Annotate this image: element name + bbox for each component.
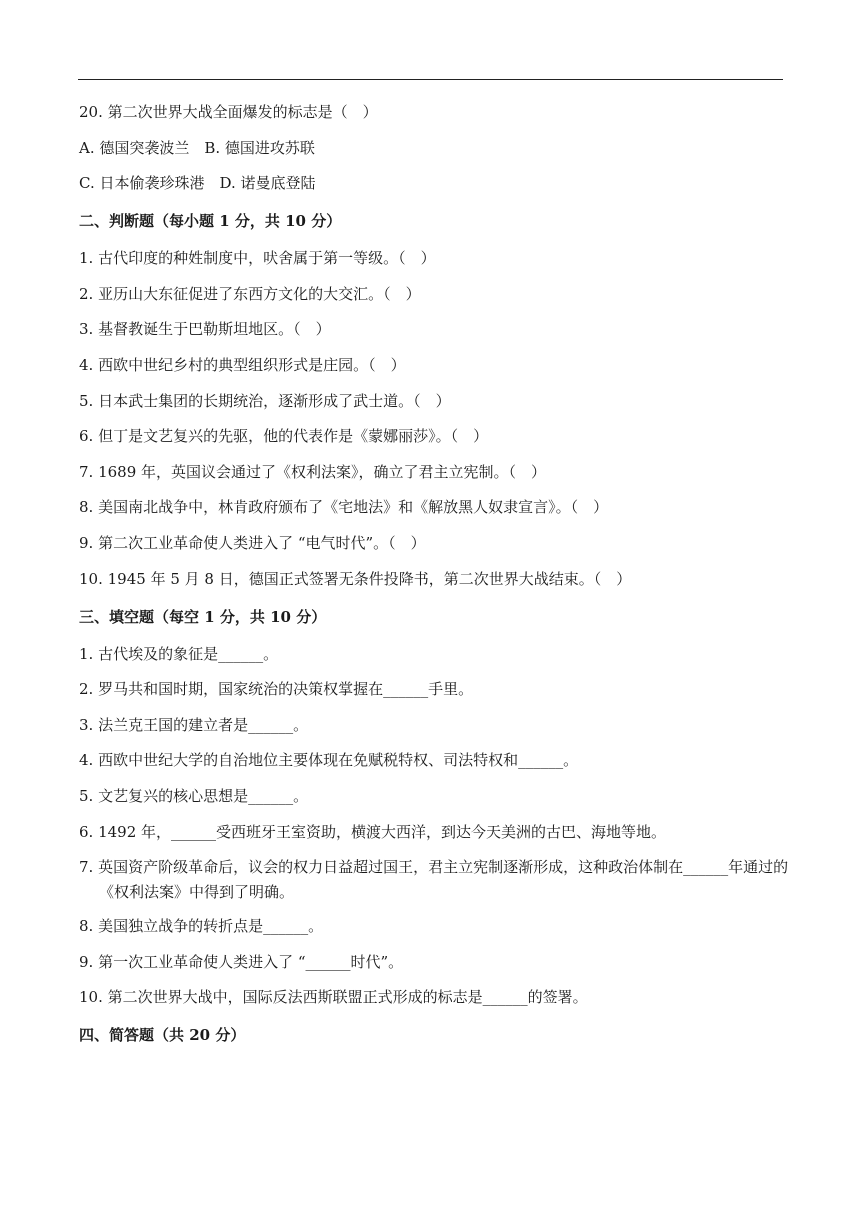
fill-item-3: 3. 法兰克王国的建立者是______。 bbox=[79, 715, 309, 734]
fill-item-2: 2. 罗马共和国时期，国家统治的决策权掌握在______手里。 bbox=[79, 680, 474, 699]
section-title-true-false: 二、判断题（每小题 1 分，共 10 分） bbox=[79, 212, 342, 231]
fill-item-6: 6. 1492 年，______受西班牙王室资助，横渡大西洋，到达今天美洲的古巴、海地等地。 bbox=[79, 822, 667, 841]
question-20-stem: 20. 第二次世界大战全面爆发的标志是（ ） bbox=[79, 103, 378, 121]
tf-item-1: 1. 古代印度的种姓制度中，吠舍属于第一等级。（ ） bbox=[79, 249, 436, 268]
tf-item-7: 7. 1689 年，英国议会通过了《权利法案》，确立了君主立宪制。（ ） bbox=[79, 462, 547, 481]
fill-item-4: 4. 西欧中世纪大学的自治地位主要体现在免赋税特权、司法特权和______。 bbox=[79, 751, 579, 770]
header-divider bbox=[78, 79, 783, 80]
tf-item-2: 2. 亚历山大东征促进了东西方文化的大交汇。（ ） bbox=[79, 284, 421, 303]
fill-item-10: 10. 第二次世界大战中，国际反法西斯联盟正式形成的标志是______的签署。 bbox=[79, 988, 588, 1007]
fill-item-9: 9. 第一次工业革命使人类进入了 “______时代”。 bbox=[79, 952, 404, 971]
tf-item-8: 8. 美国南北战争中，林肯政府颁布了《宅地法》和《解放黑人奴隶宣言》。（ ） bbox=[79, 498, 609, 517]
exam-content bbox=[79, 100, 789, 1060]
tf-item-6: 6. 但丁是文艺复兴的先驱，他的代表作是《蒙娜丽莎》。（ ） bbox=[79, 427, 489, 446]
tf-item-4: 4. 西欧中世纪乡村的典型组织形式是庄园。（ ） bbox=[79, 355, 406, 374]
fill-item-5: 5. 文艺复兴的核心思想是______。 bbox=[79, 786, 309, 805]
tf-item-3: 3. 基督教诞生于巴勒斯坦地区。（ ） bbox=[79, 320, 331, 339]
question-20-options-cd: C. 日本偷袭珍珠港 D. 诺曼底登陆 bbox=[79, 174, 316, 193]
question-20-options-ab: A. 德国突袭波兰 B. 德国进攻苏联 bbox=[79, 138, 315, 157]
tf-item-9: 9. 第二次工业革命使人类进入了 “电气时代”。（ ） bbox=[79, 533, 426, 552]
fill-item-1: 1. 古代埃及的象征是______。 bbox=[79, 644, 279, 663]
fill-item-8: 8. 美国独立战争的转折点是______。 bbox=[79, 917, 324, 936]
section-title-short-answer: 四、简答题（共 20 分） bbox=[79, 1026, 246, 1045]
tf-item-5: 5. 日本武士集团的长期统治，逐渐形成了武士道。（ ） bbox=[79, 391, 451, 410]
tf-item-10: 10. 1945 年 5 月 8 日，德国正式签署无条件投降书，第二次世界大战结束。（ ） bbox=[79, 569, 632, 588]
fill-item-7: 7. 英国资产阶级革命后，议会的权力日益超过国王，君主立宪制逐渐形成，这种政治体制在______年通过的《权利法案》中得到了明确。 bbox=[79, 858, 789, 902]
section-title-fill-blank: 三、填空题（每空 1 分，共 10 分） bbox=[79, 607, 327, 626]
